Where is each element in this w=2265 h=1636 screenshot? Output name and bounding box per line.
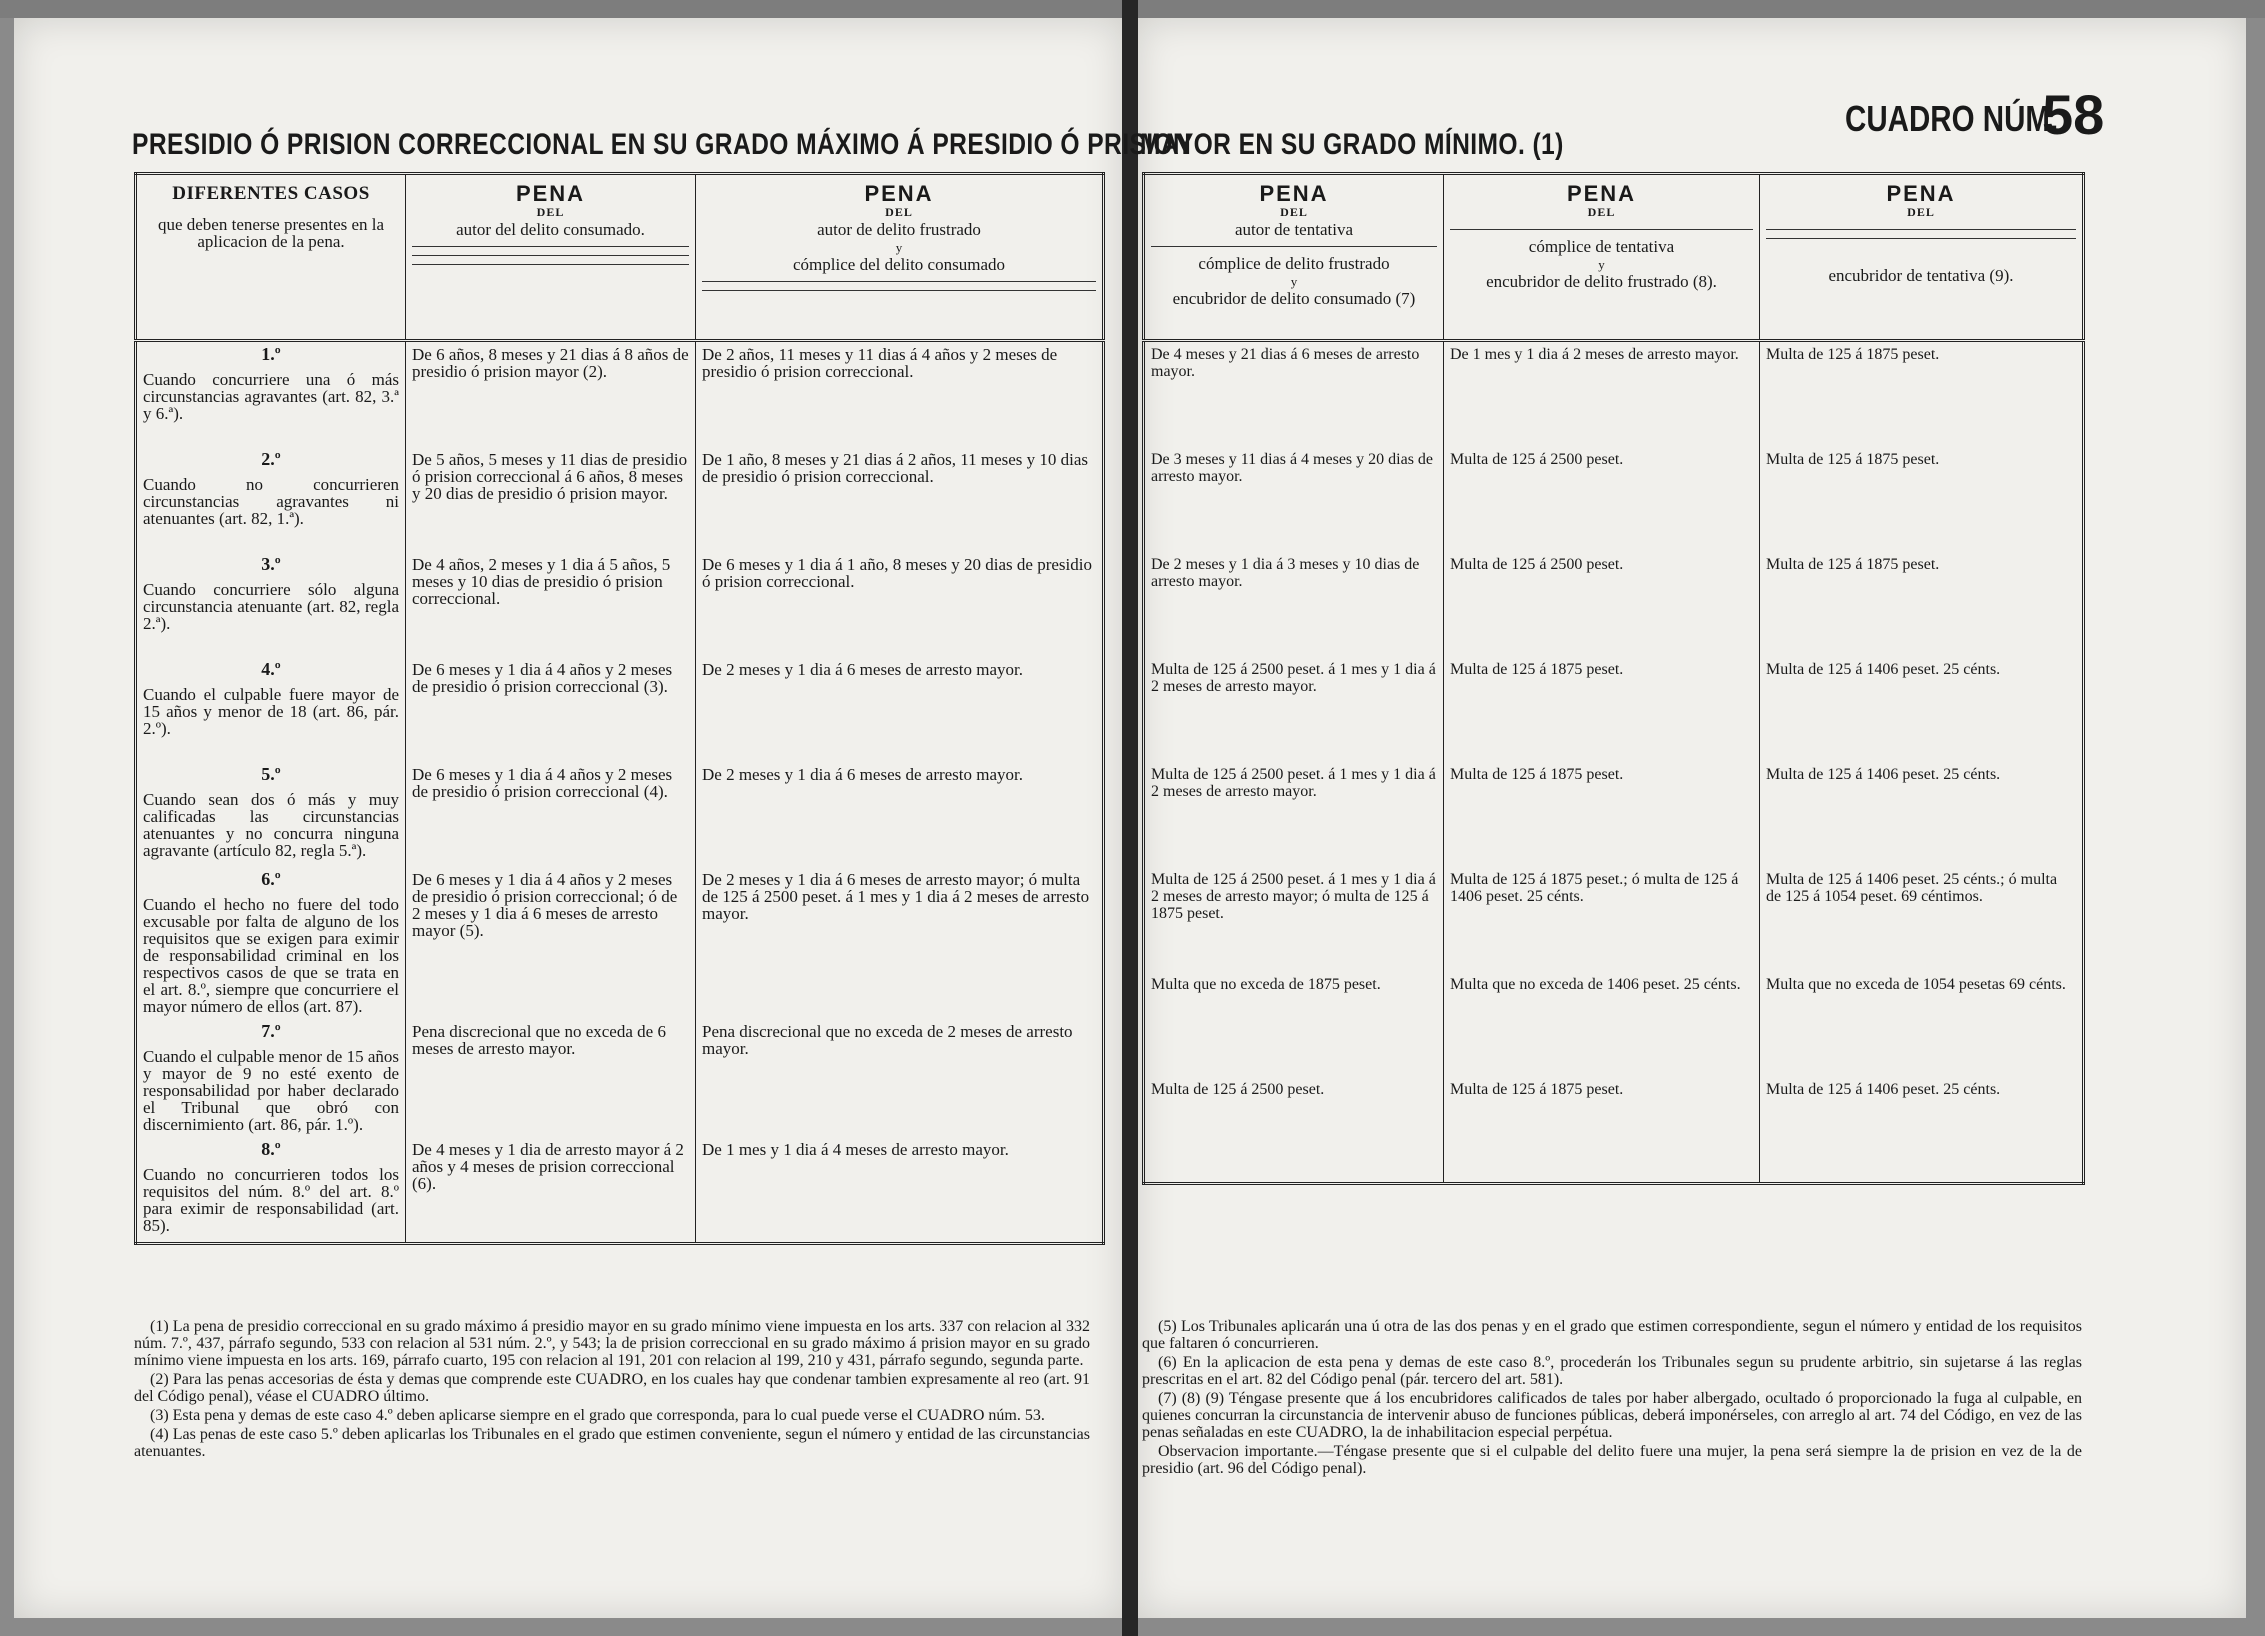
case-number: 4.º [261, 659, 281, 679]
table-row [136, 447, 1104, 552]
case-description: Cuando el culpable menor de 15 años y mayor de 9 no esté exento de responsabilidad por haber declarado el Tribunal que obró con discernimiento (art. 86, pár. 1.º). [143, 1047, 399, 1134]
table-row [136, 762, 1104, 867]
table-row [1144, 1077, 2084, 1184]
right-penalty-table [1142, 172, 2085, 1185]
book-gutter [1122, 0, 1138, 1636]
penalty-cell: Multa de 125 á 1875 peset. [1760, 447, 2084, 552]
del-label: DEL [536, 205, 565, 219]
header-conjunction: y [1598, 257, 1605, 272]
case-description: Cuando no concurrieren circunstancias agravantes ni atenuantes (art. 82, 1.ª). [143, 475, 399, 528]
case-number: 7.º [261, 1021, 281, 1041]
penalty-cell: De 2 meses y 1 dia á 3 meses y 10 dias de arresto mayor. [1144, 552, 1444, 657]
footnote: (7) (8) (9) Téngase presente que á los encubridores calificados de tales por haber albergado, ocultado ó proporcionado la fuga al culpable, en quienes concurran la circunstancia de intervenir abuso de funciones públicas, deberá imponérseles, con arreglo al art. 74 del Código, en vez de las penas señaladas en este CUADRO, la de inhabilitacion especial perpétua. [1142, 1390, 2082, 1441]
del-label: DEL [1587, 205, 1616, 219]
penalty-cell: Multa de 125 á 1875 peset. [1444, 762, 1760, 867]
penalty-cell: Pena discrecional que no exceda de 2 meses de arresto mayor. [696, 1019, 1104, 1137]
case-cell [136, 1137, 406, 1244]
penalty-cell: De 2 meses y 1 dia á 6 meses de arresto mayor. [696, 657, 1104, 762]
cuadro-number: 58 [2042, 83, 2105, 146]
footnote: (2) Para las penas accesorias de ésta y demas que comprende este CUADRO, en los cuales hay que condenar tambien expresamente al reo (art. 91 del Código penal), véase el CUADRO último. [134, 1371, 1090, 1405]
penalty-cell: De 2 meses y 1 dia á 6 meses de arresto mayor. [696, 762, 1104, 867]
table-row [136, 867, 1104, 1019]
penalty-cell: De 1 mes y 1 dia á 4 meses de arresto mayor. [696, 1137, 1104, 1244]
penalty-cell: De 3 meses y 11 dias á 4 meses y 20 dias de arresto mayor. [1144, 447, 1444, 552]
penalty-cell: De 4 años, 2 meses y 1 dia á 5 años, 5 meses y 10 dias de presidio ó prision correccional. [406, 552, 696, 657]
header-line: encubridor de delito consumado (7) [1172, 289, 1416, 308]
left-table-header-row [136, 174, 1104, 341]
footnote: (1) La pena de presidio correccional en su grado máximo á presidio mayor en su grado mínimo viene impuesta en los arts. 337 con relacion al 332 núm. 7.º, 437, párrafo segundo, 533 con relacion al 531 núm. 2.º, y 543; la de prision correccional en su grado máximo á prision mayor en su grado mínimo viene impuesta en los arts. 169, párrafo cuarto, 195 con relacion al 191, 201 con relacion al 199, 210 y 431, párrafo segundo, segunda parte. [134, 1318, 1090, 1369]
case-cell [136, 657, 406, 762]
penalty-cell: Multa que no exceda de 1875 peset. [1144, 972, 1444, 1077]
penalty-cell: Multa de 125 á 2500 peset. á 1 mes y 1 dia á 2 meses de arresto mayor; ó multa de 125 á 1875 peset. [1144, 867, 1444, 972]
footnote: (6) En la aplicacion de esta pena y demas de este caso 8.º, procederán los Tribunales segun su prudente arbitrio, sin sujetarse á las reglas prescritas en el art. 82 del Código penal (pár. tercero del art. 581). [1142, 1354, 2082, 1388]
footnote: (3) Esta pena y demas de este caso 4.º deben aplicarse siempre en el grado que corresponda, para lo cual puede verse el CUADRO núm. 53. [150, 1407, 1045, 1424]
header-pena-autor-consumado [406, 174, 696, 341]
table-row [136, 657, 1104, 762]
table-row [136, 552, 1104, 657]
header-line: cómplice de tentativa [1528, 237, 1675, 256]
table-row [136, 341, 1104, 448]
penalty-cell: Multa que no exceda de 1406 peset. 25 cénts. [1444, 972, 1760, 1077]
penalty-cell: De 6 meses y 1 dia á 4 años y 2 meses de presidio ó prision correccional; ó de 2 meses y 1 dia á 6 meses de arresto mayor (5). [406, 867, 696, 1019]
penalty-cell: De 2 meses y 1 dia á 6 meses de arresto mayor; ó multa de 125 á 2500 peset. á 1 mes y 1 dia á 2 meses de arresto mayor. [696, 867, 1104, 1019]
penalty-cell: De 2 años, 11 meses y 11 dias á 4 años y 2 meses de presidio ó prision correccional. [696, 341, 1104, 448]
del-label: DEL [885, 205, 913, 219]
penalty-cell: Multa de 125 á 2500 peset. á 1 mes y 1 dia á 2 meses de arresto mayor. [1144, 657, 1444, 762]
header-line: encubridor de tentativa (9). [1828, 266, 2014, 285]
right-table-header-row [1144, 174, 2084, 341]
case-number: 6.º [261, 869, 281, 889]
penalty-cell: De 1 mes y 1 dia á 2 meses de arresto mayor. [1444, 341, 1760, 448]
header-pena-encubridor-tentativa [1760, 174, 2084, 341]
penalty-cell: Multa de 125 á 1875 peset.; ó multa de 125 á 1406 peset. 25 cénts. [1444, 867, 1760, 972]
case-description: Cuando sean dos ó más y muy calificadas las circunstancias atenuantes y no concurra ninguna agravante (artículo 82, regla 5.ª). [143, 790, 399, 860]
pena-heading: PENA [1886, 181, 1956, 206]
penalty-cell: Pena discrecional que no exceda de 6 meses de arresto mayor. [406, 1019, 696, 1137]
penalty-cell: Multa de 125 á 1875 peset. [1444, 657, 1760, 762]
penalty-cell: Multa de 125 á 1406 peset. 25 cénts.; ó multa de 125 á 1054 peset. 69 céntimos. [1760, 867, 2084, 972]
header-conjunction: y [1290, 274, 1298, 289]
case-cell [136, 447, 406, 552]
table-row [1144, 972, 2084, 1077]
case-cell [136, 762, 406, 867]
case-number: 5.º [261, 764, 281, 784]
case-description: Cuando no concurrieren todos los requisitos del núm. 8.º del art. 8.º para eximir de responsabilidad (art. 85). [143, 1165, 399, 1235]
case-cell [136, 552, 406, 657]
penalty-cell: De 6 meses y 1 dia á 4 años y 2 meses de presidio ó prision correccional (3). [406, 657, 696, 762]
pena-heading: PENA [1259, 181, 1329, 206]
header-line: autor de delito frustrado [817, 220, 981, 239]
case-description: Cuando concurriere sólo alguna circunstancia atenuante (art. 82, regla 2.ª). [143, 580, 399, 633]
case-description: Cuando el culpable fuere mayor de 15 años y menor de 18 (art. 86, pár. 2.º). [143, 685, 399, 738]
pena-heading: PENA [515, 181, 586, 206]
header-diferentes-casos [136, 174, 406, 341]
header-line: autor del delito consumado. [456, 220, 645, 239]
penalty-cell: Multa de 125 á 1406 peset. 25 cénts. [1760, 657, 2084, 762]
del-label: DEL [1280, 205, 1308, 219]
table-row [1144, 657, 2084, 762]
right-banner-title: MAYOR EN SU GRADO MÍNIMO. (1) [1140, 128, 1564, 161]
case-cell [136, 867, 406, 1019]
case-number: 3.º [261, 554, 281, 574]
header-conjunction: y [895, 240, 903, 255]
penalty-cell: De 6 meses y 1 dia á 4 años y 2 meses de presidio ó prision correccional (4). [406, 762, 696, 867]
header-line: cómplice de delito frustrado [1198, 254, 1390, 273]
table-row [1144, 341, 2084, 448]
header-pena-complice-tentativa [1444, 174, 1760, 341]
cuadro-label: CUADRO NÚM. [1845, 98, 2059, 139]
table-row [1144, 447, 2084, 552]
penalty-cell: Multa de 125 á 1875 peset. [1760, 552, 2084, 657]
case-number: 1.º [261, 344, 281, 364]
left-banner-title: PRESIDIO Ó PRISION CORRECCIONAL EN SU GRADO MÁXIMO Á PRESIDIO Ó PRISION [132, 128, 1192, 161]
penalty-cell: Multa de 125 á 2500 peset. á 1 mes y 1 dia á 2 meses de arresto mayor. [1144, 762, 1444, 867]
pena-heading: PENA [1566, 181, 1637, 206]
penalty-cell: De 6 años, 8 meses y 21 dias á 8 años de presidio ó prision mayor (2). [406, 341, 696, 448]
penalty-cell: Multa de 125 á 2500 peset. [1444, 552, 1760, 657]
penalty-cell: Multa que no exceda de 1054 pesetas 69 cénts. [1760, 972, 2084, 1077]
penalty-cell: De 4 meses y 21 dias á 6 meses de arresto mayor. [1144, 341, 1444, 448]
header-line: autor de tentativa [1234, 220, 1353, 239]
left-penalty-table [134, 172, 1105, 1245]
casos-title: DIFERENTES CASOS [172, 183, 370, 204]
penalty-cell: De 4 meses y 1 dia de arresto mayor á 2 años y 4 meses de prision correccional (6). [406, 1137, 696, 1244]
penalty-cell: Multa de 125 á 1875 peset. [1760, 341, 2084, 448]
penalty-cell: Multa de 125 á 2500 peset. [1144, 1077, 1444, 1184]
case-description: Cuando el hecho no fuere del todo excusable por falta de alguno de los requisitos que se exigen para eximir de responsabilidad criminal en los respectivos casos de que se trata en el art. 8.º, siempre que concurriere el mayor número de ellos (art. 87). [143, 895, 399, 1016]
header-line: cómplice del delito consumado [793, 255, 1005, 274]
table-row [136, 1137, 1104, 1244]
del-label: DEL [1907, 205, 1935, 219]
pena-heading: PENA [864, 181, 934, 206]
header-line: encubridor de delito frustrado (8). [1486, 272, 1717, 291]
table-row [1144, 762, 2084, 867]
penalty-cell: Multa de 125 á 1875 peset. [1444, 1077, 1760, 1184]
header-pena-autor-tentativa [1144, 174, 1444, 341]
penalty-cell: Multa de 125 á 1406 peset. 25 cénts. [1760, 1077, 2084, 1184]
header-pena-autor-frustrado [696, 174, 1104, 341]
penalty-cell: De 5 años, 5 meses y 11 dias de presidio ó prision correccional á 6 años, 8 meses y 20 dias de presidio ó prision mayor. [406, 447, 696, 552]
case-cell [136, 1019, 406, 1137]
penalty-cell: De 1 año, 8 meses y 21 dias á 2 años, 11 meses y 10 dias de presidio ó prision correccional. [696, 447, 1104, 552]
penalty-cell: Multa de 125 á 2500 peset. [1444, 447, 1760, 552]
footnote: (4) Las penas de este caso 5.º deben aplicarlas los Tribunales en el grado que estimen conveniente, segun el número y entidad de las circunstancias atenuantes. [134, 1426, 1090, 1460]
penalty-cell: Multa de 125 á 1406 peset. 25 cénts. [1760, 762, 2084, 867]
case-number: 8.º [261, 1139, 281, 1159]
table-row [1144, 552, 2084, 657]
footnote: (5) Los Tribunales aplicarán una ú otra de las dos penas y en el grado que estimen correspondiente, segun el número y entidad de los requisitos que faltaren ó concurrieren. [1142, 1318, 2082, 1352]
footnote: Observacion importante.—Téngase presente que si el culpable del delito fuere una mujer, la pena será siempre la de prision en vez de la de presidio (art. 96 del Código penal). [1142, 1443, 2082, 1477]
left-footnotes [134, 1318, 1090, 1462]
case-number: 2.º [261, 449, 281, 469]
right-footnotes [1142, 1318, 2082, 1479]
casos-subtitle: que deben tenerse presentes en la aplicacion de la pena. [157, 215, 385, 251]
table-row [1144, 867, 2084, 972]
table-row [136, 1019, 1104, 1137]
penalty-cell: De 6 meses y 1 dia á 1 año, 8 meses y 20 dias de presidio ó prision correccional. [696, 552, 1104, 657]
case-cell [136, 341, 406, 448]
case-description: Cuando concurriere una ó más circunstancias agravantes (art. 82, 3.ª y 6.ª). [143, 370, 399, 423]
